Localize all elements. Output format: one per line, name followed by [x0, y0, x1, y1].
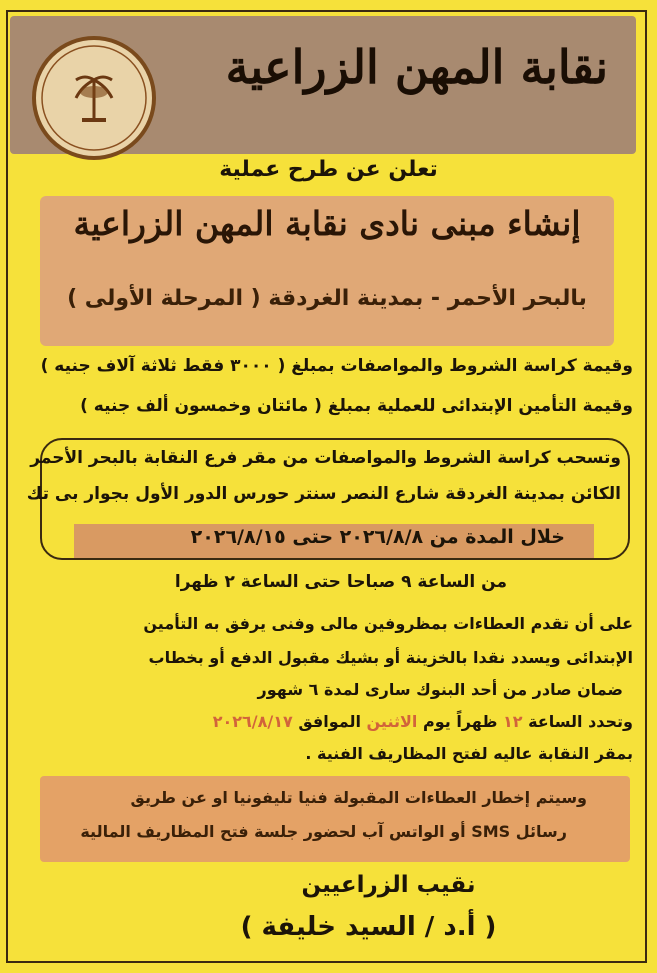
- opening-date-line: [213, 712, 633, 731]
- opening-date: ٢٠٢٦/٨/١٧: [212, 712, 293, 731]
- opening-day: الاثنين: [366, 712, 418, 731]
- notice-line1: وسيتم إخطار العطاءات المقبولة فنيا تليفونيا او عن طريق: [130, 788, 587, 807]
- opening-prefix: وتحدد الساعة: [528, 712, 633, 731]
- seal-palm-icon: [36, 40, 152, 156]
- opening-mid: ظهراً يوم: [422, 712, 498, 731]
- sale-hours: من الساعة ٩ صباحا حتى الساعة ٢ ظهرا: [174, 572, 507, 592]
- terms-line1: على أن تقدم العطاءات بمظروفين مالى وفنى يرفق به التأمين: [143, 614, 633, 633]
- project-box: [40, 196, 614, 346]
- syndicate-seal-logo: [32, 36, 156, 160]
- terms-line2: الإبتدائى ويسدد نقدا بالخزينة أو بشيك مقبول الدفع أو بخطاب: [148, 648, 633, 667]
- syndicate-title: نقابة المهن الزراعية: [225, 40, 608, 94]
- project-title: إنشاء مبنى نادى نقابة المهن الزراعية: [73, 204, 581, 243]
- opening-agree: الموافق: [298, 712, 361, 731]
- project-location: بالبحر الأحمر - بمدينة الغردقة ( المرحلة الأولى ): [67, 286, 587, 311]
- insurance-amount: وقيمة التأمين الإبتدائى للعملية بمبلغ ( مائتان وخمسون ألف جنيه ): [80, 396, 633, 416]
- signature-name: ( أ.د / السيد خليفة ): [240, 912, 497, 942]
- pickup-location-line1: وتسحب كراسة الشروط والمواصفات من مقر فرع النقابة بالبحر الأحمر: [30, 448, 621, 468]
- terms-line5: بمقر النقابة عاليه لفتح المظاريف الفنية .: [305, 744, 633, 763]
- pickup-location-line2: الكائن بمدينة الغردقة شارع النصر سنتر حورس الدور الأول بجوار بى تك: [26, 484, 621, 504]
- opening-hour: ١٢: [502, 712, 523, 731]
- announcement-heading: تعلن عن طرح عملية: [219, 157, 438, 182]
- signature-title: نقيب الزراعيين: [301, 872, 476, 898]
- notice-line2: رسائل SMS أو الواتس آب لحضور جلسة فتح المظاريف المالية: [80, 822, 567, 841]
- terms-line3: ضمان صادر من أحد البنوك سارى لمدة ٦ شهور: [257, 680, 623, 699]
- sale-period: خلال المدة من ٢٠٢٦/٨/٨ حتى ٢٠٢٦/٨/١٥: [190, 526, 565, 548]
- booklet-price: وقيمة كراسة الشروط والمواصفات بمبلغ ( ٣٠٠٠ فقط ثلاثة آلاف جنيه ): [40, 356, 633, 376]
- header-band: [10, 16, 636, 154]
